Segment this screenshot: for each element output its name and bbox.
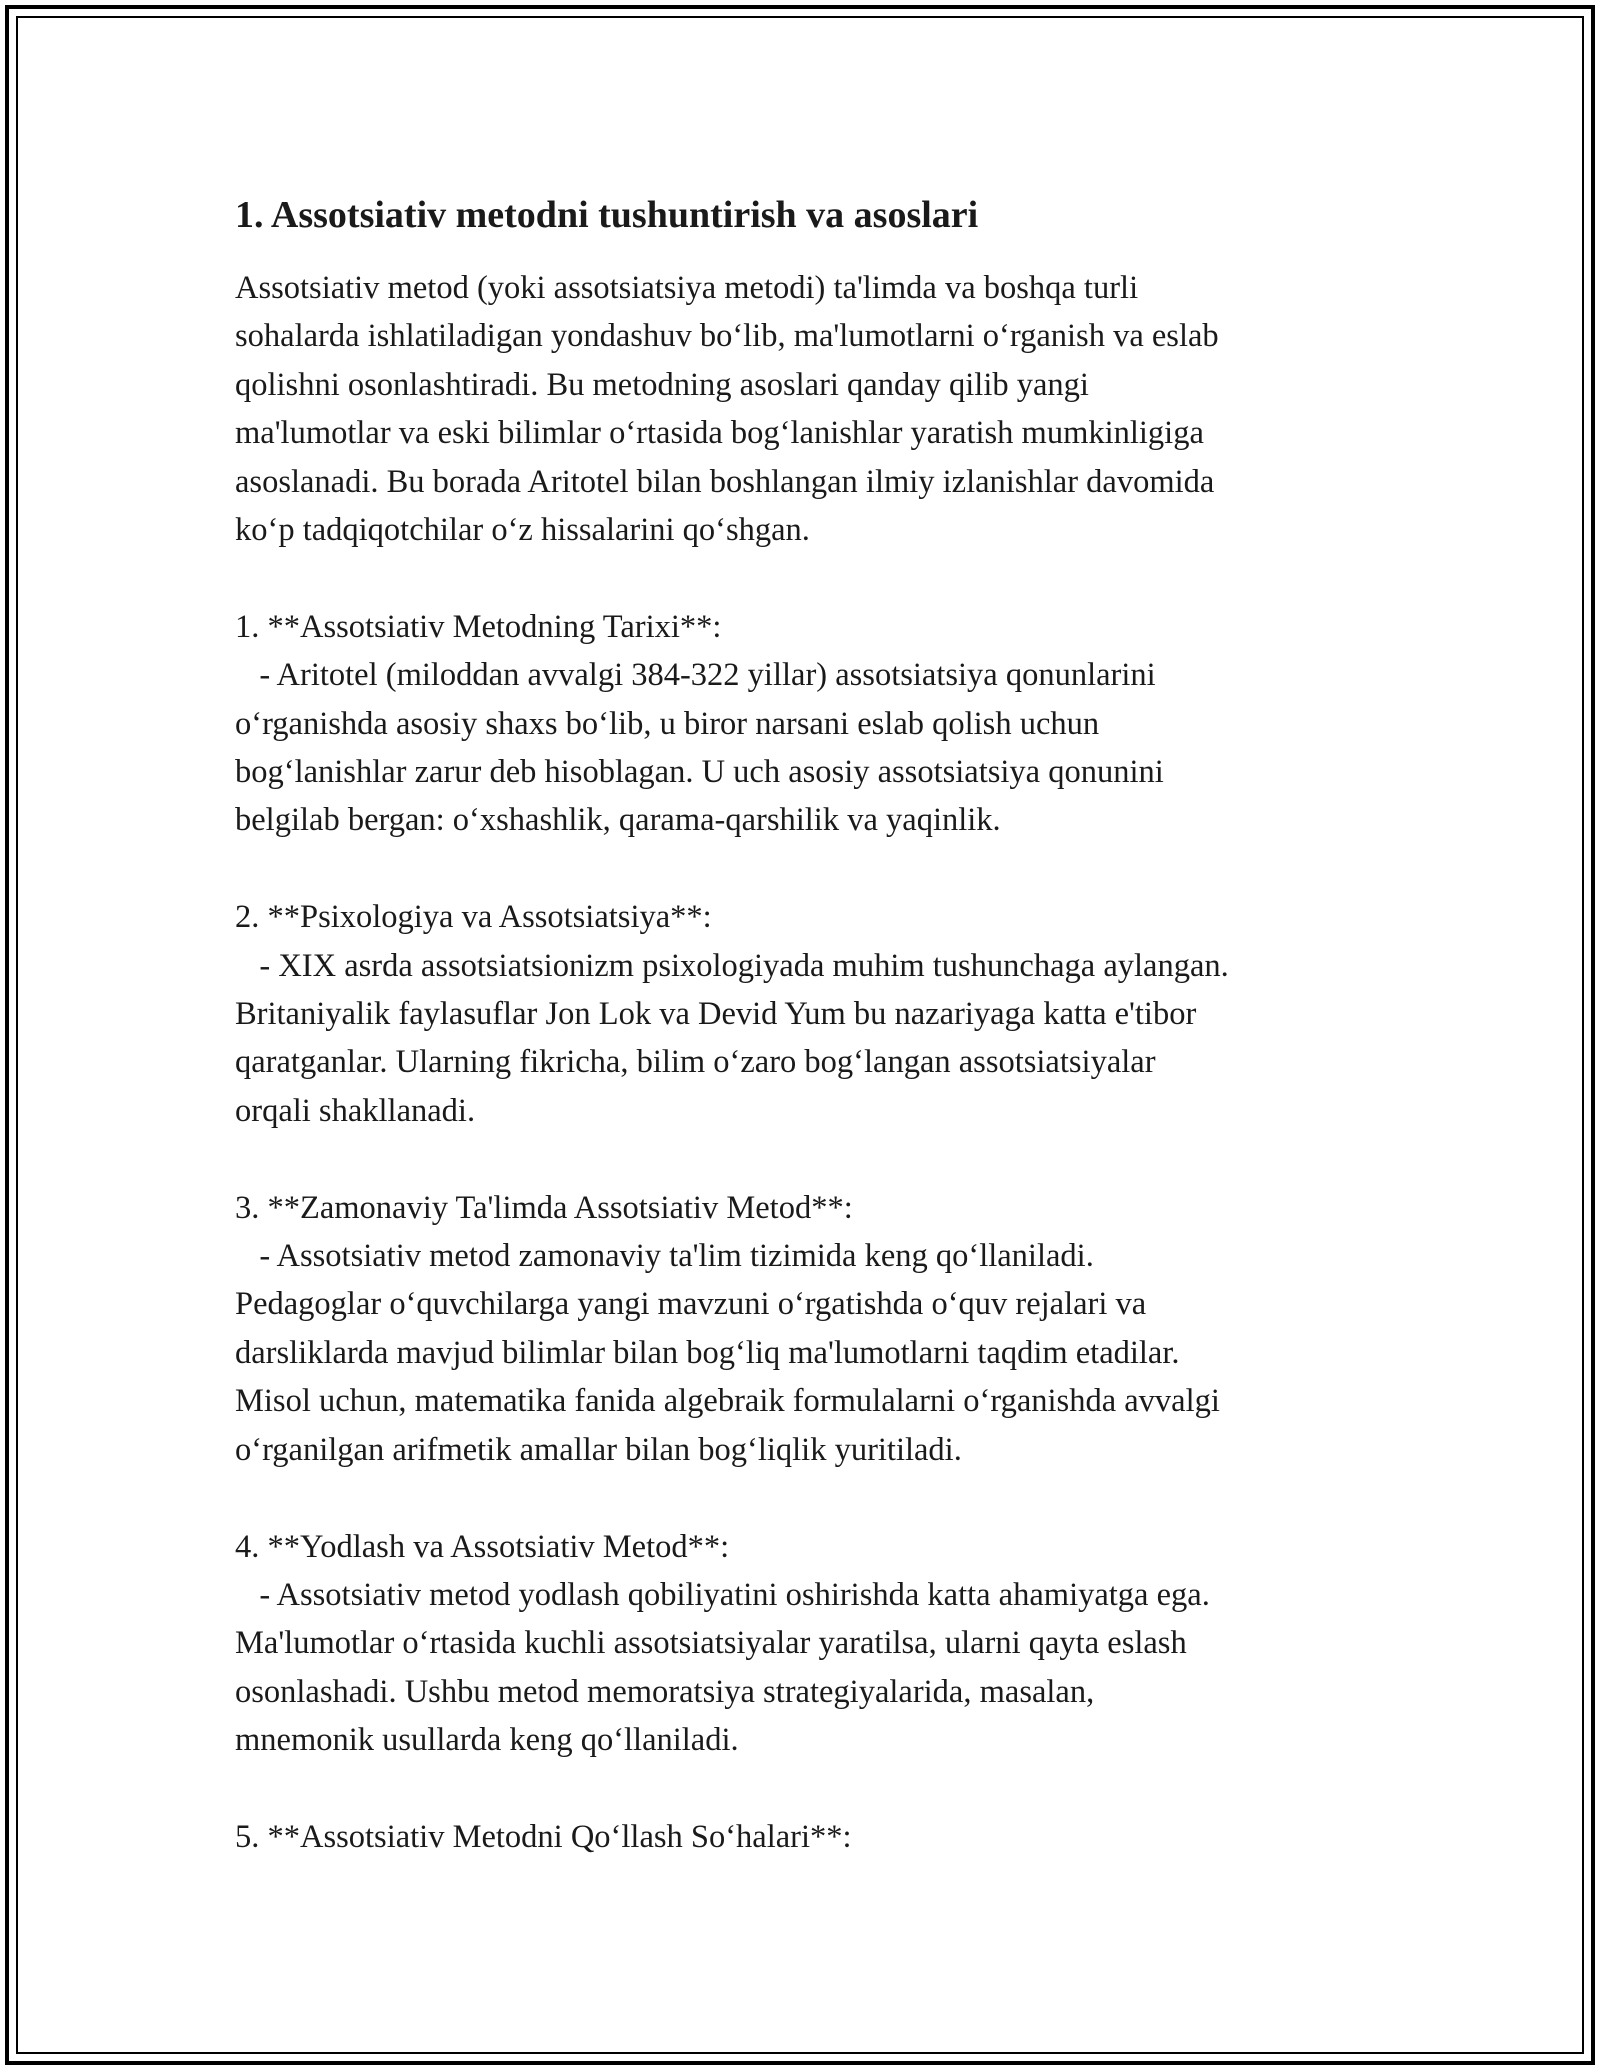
list-item: [235, 1813, 1375, 1861]
section-title: 1. Assotsiativ metodni tushuntirish va asoslari: [235, 194, 979, 236]
list-item: [235, 1523, 1375, 1765]
list-item: [235, 1184, 1375, 1474]
list-item-heading: 5. **Assotsiativ Metodni Qo‘llash So‘halari**:: [235, 1818, 852, 1855]
list-item-text: - XIX asrda assotsiatsionizm psixologiyada muhim tushunchaga aylangan. Britaniyalik faylasuflar Jon Lok va Devid Yum bu nazariyaga katta e'tibor qaratganlar. Ularning fikricha, bilim o‘zaro bog‘langan assotsiatsiyalar orqali shakllanadi.: [235, 947, 1229, 1129]
list-item-heading: 2. **Psixologiya va Assotsiatsiya**:: [235, 899, 712, 936]
document-body: [235, 188, 1375, 1861]
list-item-heading: 3. **Zamonaviy Ta'limda Assotsiativ Metod**:: [235, 1189, 853, 1226]
intro-paragraph: Assotsiativ metod (yoki assotsiatsiya metodi) ta'limda va boshqa turli sohalarda ishlatiladigan yondashuv bo‘lib, ma'lumotlarni o‘rganish va eslab qolishni osonlashtiradi. Bu metodning asoslari qanday qilib yangi ma'lumotlar va eski bilimlar o‘rtasida bog‘lanishlar yaratish mumkinligiga asoslanadi. Bu borada Aritotel bilan boshlangan ilmiy izlanishlar davomida ko‘p tadqiqotchilar o‘z hissalarini qo‘shgan.: [235, 270, 1219, 549]
list-item-text: - Assotsiativ metod zamonaviy ta'lim tizimida keng qo‘llaniladi. Pedagoglar o‘quvchilarga yangi mavzuni o‘rgatishda o‘quv rejalari va darsliklarda mavjud bilimlar bilan bog‘liq ma'lumotlarni taqdim etadilar. Misol uchun, matematika fanida algebraik formulalarni o‘rganishda avvalgi o‘rganilgan arifmetik amallar bilan bog‘liqlik yuritiladi.: [235, 1238, 1220, 1468]
list-item: [235, 603, 1375, 845]
list-item-heading: 4. **Yodlash va Assotsiativ Metod**:: [235, 1528, 730, 1565]
list-item: [235, 893, 1375, 1135]
list-item-heading: 1. **Assotsiativ Metodning Tarixi**:: [235, 608, 722, 645]
list-item-text: - Assotsiativ metod yodlash qobiliyatini oshirishda katta ahamiyatga ega. Ma'lumotlar o‘rtasida kuchli assotsiatsiyalar yaratilsa, ularni qayta eslash osonlashadi. Ushbu metod memoratsiya strategiyalarida, masalan, mnemonik usullarda keng qo‘llaniladi.: [235, 1576, 1210, 1759]
list-item-text: - Aritotel (miloddan avvalgi 384-322 yillar) assotsiatsiya qonunlarini o‘rganishda asosiy shaxs bo‘lib, u biror narsani eslab qolish uchun bog‘lanishlar zarur deb hisoblagan. U uch asosiy assotsiatsiya qonunini belgilab bergan: o‘xshashlik, qarama-qarshilik va yaqinlik.: [235, 657, 1164, 839]
intro-block: [235, 264, 1375, 554]
